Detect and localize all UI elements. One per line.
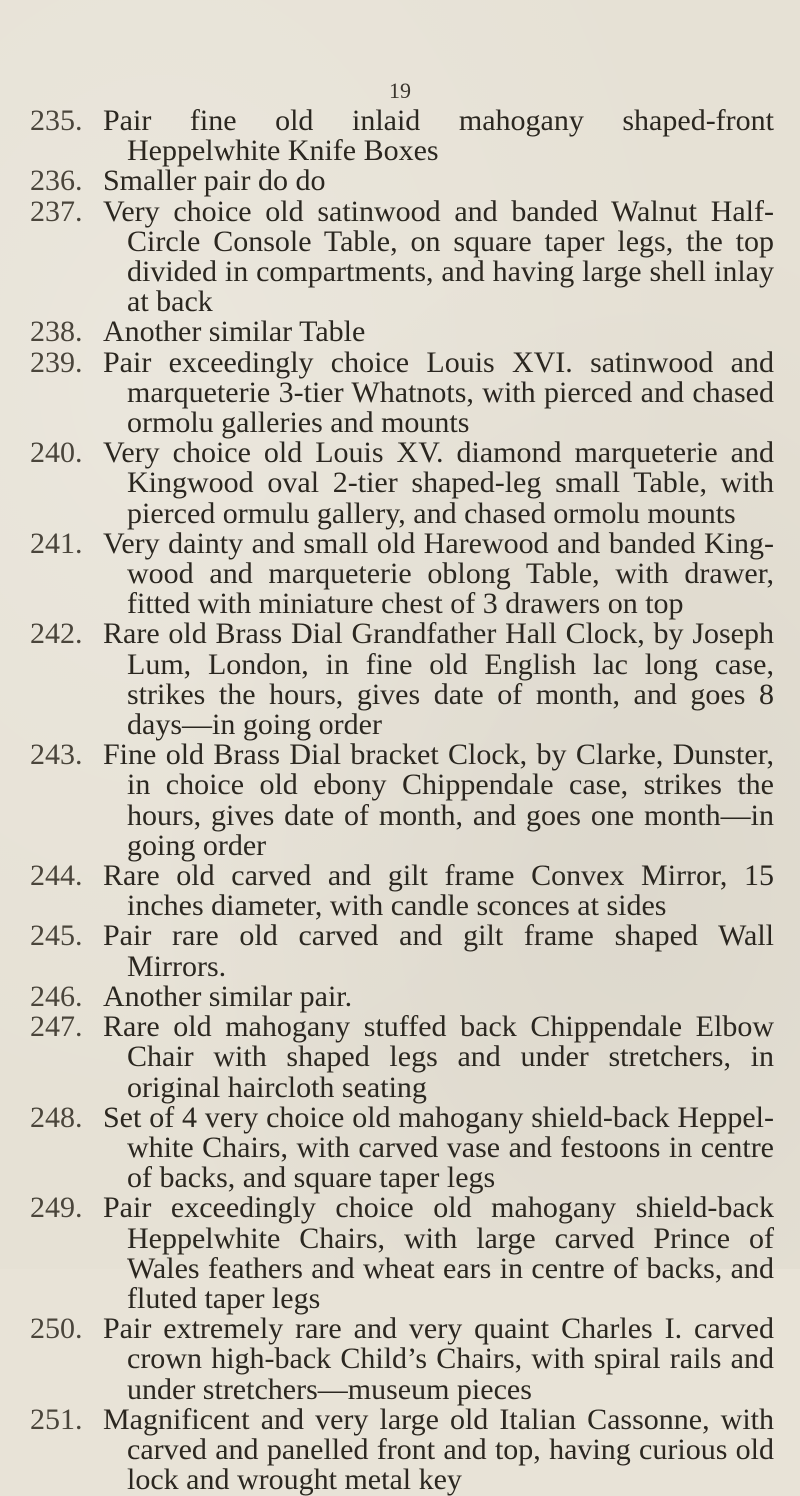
lot-number: 248.: [30, 1100, 83, 1134]
lot-entry: [30, 526, 774, 621]
lot-number: 249.: [30, 1191, 83, 1225]
lot-number: 241.: [30, 526, 83, 560]
lot-description: Fine old Brass Dial bracket Clock, by Clarke, Dunster, in choice old ebony Chippendale case, strikes the hours, gives date of month, and goes one month—in going order: [103, 738, 774, 862]
lot-entry: [30, 861, 774, 921]
lot-number: 244.: [30, 859, 83, 893]
lot-entry: [30, 438, 774, 529]
lot-number: 242.: [30, 617, 83, 651]
lot-number: 236.: [30, 164, 83, 198]
lot-description: Another similar pair.: [103, 979, 353, 1013]
lot-number: 251.: [30, 1402, 83, 1436]
lot-number: 239.: [30, 345, 83, 379]
lot-number: 240.: [30, 436, 83, 470]
lot-entry: [30, 1314, 774, 1405]
lot-number: 237.: [30, 194, 83, 228]
lot-entry: [30, 1012, 774, 1103]
lot-entry: [30, 740, 774, 861]
page-number: 19: [389, 78, 411, 103]
lot-entry: [30, 1402, 774, 1496]
lot-entry: [30, 106, 774, 166]
lot-entry: [30, 1193, 774, 1314]
lot-description: Very choice old Louis XV. diamond marqueterie and Kingwood oval 2-tier shaped-leg small Table, with pierced ormulu gallery, and chased ormolu mounts: [103, 436, 774, 530]
lot-number: 246.: [30, 979, 83, 1013]
lot-description: Another similar Table: [103, 315, 366, 349]
lot-description: Very dainty and small old Harewood and banded King-wood and marqueterie oblong Table, with drawer, fitted with miniature chest of 3 drawers on top: [103, 526, 774, 621]
lot-number: 250.: [30, 1312, 83, 1346]
lot-number: 245.: [30, 919, 83, 953]
lot-description: Smaller pair do do: [103, 164, 326, 198]
lot-entry: [30, 921, 774, 981]
lot-entry: [30, 619, 774, 740]
lot-entry: [30, 345, 774, 440]
lot-entry: [30, 1100, 774, 1195]
lot-number: 247.: [30, 1010, 83, 1044]
lot-number: 243.: [30, 738, 83, 772]
lot-description: Rare old Brass Dial Grandfather Hall Clock, by Joseph Lum, London, in fine old English lac long case, strikes the hours, gives date of month, and goes 8 days—in going order: [103, 617, 774, 742]
lot-description: Rare old mahogany stuffed back Chippendale Elbow Chair with shaped legs and under stretchers, in original haircloth seating: [103, 1010, 774, 1104]
lot-description: Pair exceedingly choice Louis XVI. satinwood and marqueterie 3-tier Whatnots, with pierced and chased ormolu galleries and mounts: [103, 345, 774, 440]
lot-description: Set of 4 very choice old mahogany shield-back Heppel-white Chairs, with carved vase and festoons in centre of backs, and square taper legs: [103, 1100, 774, 1195]
lot-description: Pair fine old inlaid mahogany shaped-front Heppelwhite Knife Boxes: [103, 104, 774, 168]
lot-description: Very choice old satinwood and banded Walnut Half-Circle Console Table, on square taper legs, the top divided in compartments, and having large shell inlay at back: [103, 194, 774, 319]
lot-entry: [30, 317, 774, 347]
lot-number: 235.: [30, 104, 83, 137]
lot-entry: [30, 166, 774, 196]
lot-description: Pair exceedingly choice old mahogany shield-back Heppelwhite Chairs, with large carved Prince of Wales feathers and wheat ears in centre of backs, and fluted taper legs: [103, 1191, 774, 1315]
lot-description: Magnificent and very large old Italian Cassonne, with carved and panelled front and top, having curious old lock and wrought metal key: [103, 1402, 774, 1496]
lot-entry: [30, 979, 774, 1013]
lot-description: Pair extremely rare and very quaint Charles I. carved crown high-back Child’s Chairs, with spiral rails and under stretchers—museum pieces: [103, 1312, 774, 1406]
lot-list: [30, 106, 774, 1495]
lot-entry: [30, 194, 774, 319]
lot-number: 238.: [30, 315, 83, 349]
lot-description: Pair rare old carved and gilt frame shaped Wall Mirrors.: [103, 919, 774, 983]
lot-description: Rare old carved and gilt frame Convex Mirror, 15 inches diameter, with candle sconces at sides: [103, 859, 774, 923]
